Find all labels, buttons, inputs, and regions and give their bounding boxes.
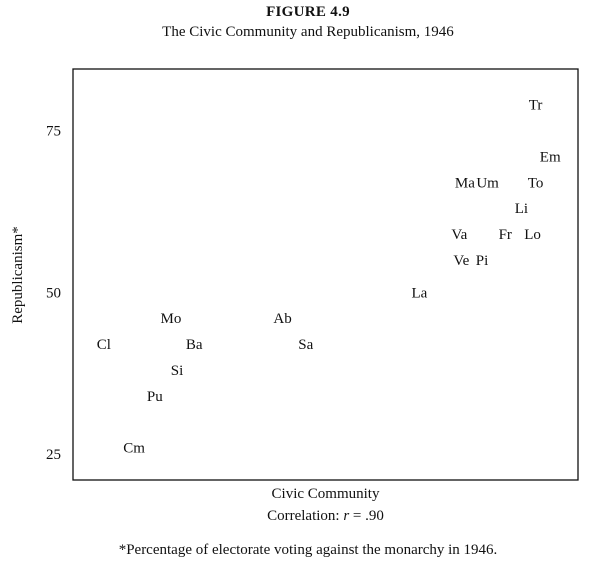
point-pi: Pi [475,252,489,269]
point-la: La [411,285,428,302]
data-points [97,98,561,457]
point-cl: Cl [96,337,111,354]
point-sa: Sa [298,337,314,354]
y-tick-label: 75 [46,123,61,140]
point-ve: Ve [453,252,470,269]
correlation-note [73,508,578,525]
correlation-prefix: Correlation: [267,508,344,524]
point-va: Va [451,227,468,244]
figure-title: The Civic Community and Republicanism, 1946 [162,24,454,40]
point-cm: Cm [123,440,145,457]
point-ab: Ab [273,311,292,328]
correlation-r-symbol: r [343,508,350,524]
point-mo: Mo [160,311,182,328]
point-fr: Fr [498,227,512,244]
point-em: Em [539,149,561,166]
y-tick-label: 50 [46,285,61,302]
point-li: Li [514,201,529,218]
footnote: *Percentage of electorate voting against the monarchy in 1946. [118,542,498,558]
x-axis-label: Civic Community [271,486,380,502]
point-pu: Pu [146,388,163,405]
correlation-value: = .90 [349,508,384,524]
point-to: To [527,175,544,192]
y-axis-ticks [46,123,61,463]
point-si: Si [170,362,184,379]
y-axis-label: Republicanism* [10,226,26,324]
point-tr: Tr [528,97,543,114]
point-ma: Ma [454,175,475,192]
point-ba: Ba [185,337,203,354]
figure-number: FIGURE 4.9 [266,4,350,20]
y-tick-label: 25 [46,447,61,464]
plot-frame [73,69,578,480]
point-um: Um [476,175,499,192]
point-lo: Lo [524,227,541,244]
